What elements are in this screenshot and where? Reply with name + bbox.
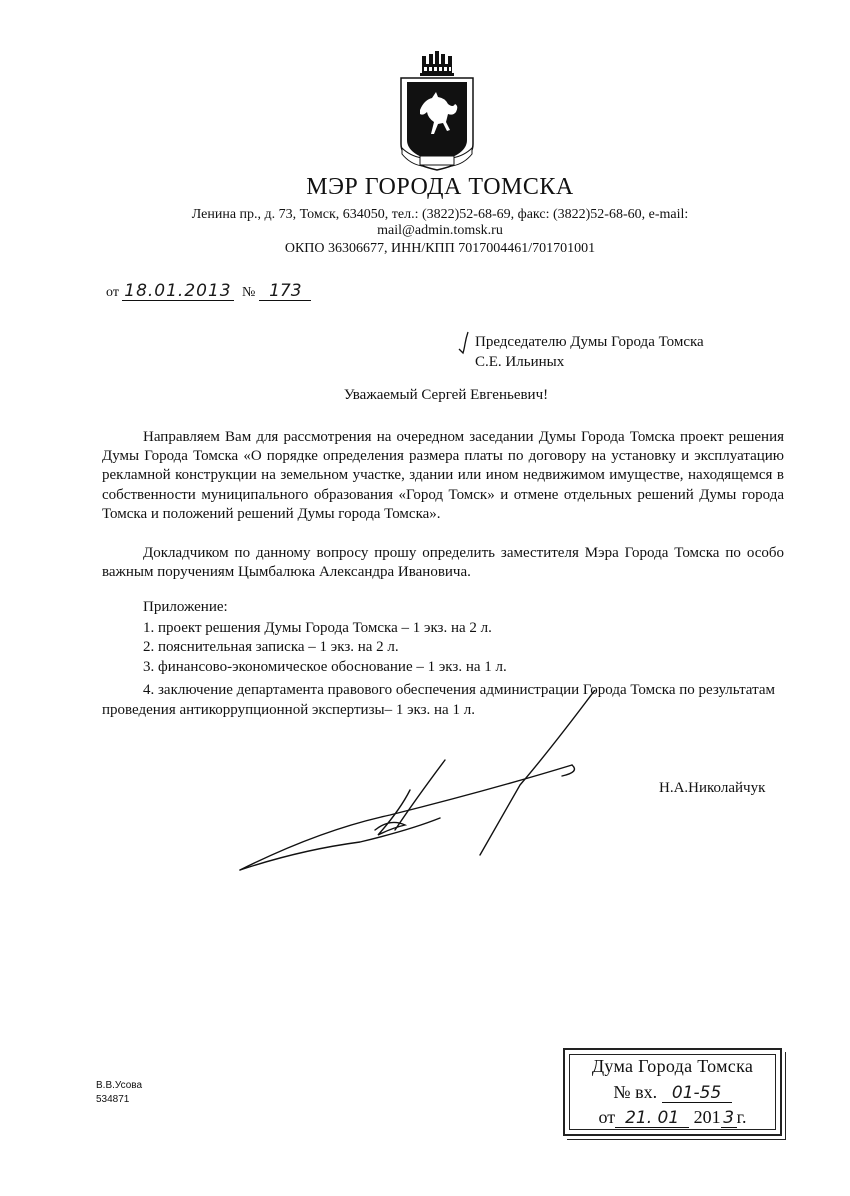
salutation: Уважаемый Сергей Евгеньевич! bbox=[343, 387, 549, 403]
body-paragraph: Направляем Вам для рассмотрения на очередном заседании Думы Города Томска проект решения Думы Города Томска «О порядке определения размера платы по договору на установку и эксплуатацию рекламной конструкции на земельном участке, здании или ином недвижимом имуществе, находящемся в собственности муниципального образования «Город Томск» и отмене отдельных решений Думы города Томска и положений решений Думы города Томска». bbox=[102, 429, 784, 522]
stamp-year-suffix: г. bbox=[736, 1107, 747, 1127]
stamp-year-digit: 3 bbox=[721, 1109, 737, 1128]
letterhead-email: mail@admin.tomsk.ru bbox=[377, 223, 503, 238]
attachments-heading: Приложение: bbox=[143, 599, 228, 615]
handwritten-signature bbox=[200, 690, 620, 890]
registration-number-label: № bbox=[241, 285, 256, 300]
attachment-item: 4. заключение департамента правового обеспечения администрации Города Томска по результатам проведения антикоррупционной экспертизы– 1 экз. на 1 л. bbox=[102, 682, 775, 718]
stamp-date-line bbox=[565, 1107, 780, 1128]
body-paragraph: Докладчиком по данному вопросу прошу определить заместителя Мэра Города Томска по особо важным поручениям Цымбалюка Александра Ивановича. bbox=[102, 545, 784, 581]
addressee-block bbox=[475, 332, 704, 372]
stamp-number: 01-55 bbox=[662, 1084, 732, 1103]
executor-name: В.В.Усова bbox=[96, 1080, 143, 1091]
signatory-name: Н.А.Николайчук bbox=[659, 780, 766, 796]
registration-number: 173 bbox=[259, 282, 311, 301]
letterhead-address: Ленина пр., д. 73, Томск, 634050, тел.: (3822)52-68-69, факс: (3822)52-68-60, e-mail: bbox=[191, 207, 689, 222]
addressee-position: Председателю Думы Города Томска bbox=[475, 334, 704, 350]
incoming-stamp bbox=[563, 1048, 782, 1136]
attachment-item: 1. проект решения Думы Города Томска – 1 экз. на 2 л. bbox=[143, 620, 492, 636]
stamp-number-line bbox=[565, 1082, 780, 1103]
stamp-date: 21. 01 bbox=[615, 1109, 689, 1128]
registration-date: 18.01.2013 bbox=[122, 282, 234, 301]
stamp-title: Дума Города Томска bbox=[591, 1056, 754, 1076]
stamp-year-prefix: 201 bbox=[693, 1107, 721, 1127]
executor-phone: 534871 bbox=[96, 1094, 130, 1105]
addressee-name: С.Е. Ильиных bbox=[475, 354, 565, 370]
crown-icon bbox=[420, 51, 454, 76]
registration-line bbox=[106, 282, 311, 304]
coat-of-arms-emblem bbox=[398, 48, 476, 174]
letterhead-title: МЭР ГОРОДА ТОМСКА bbox=[306, 174, 574, 200]
stamp-date-prefix: от bbox=[598, 1107, 616, 1127]
stamp-number-label: № вх. bbox=[613, 1082, 658, 1102]
registration-date-prefix: от bbox=[106, 285, 119, 300]
attachment-item: 2. пояснительная записка – 1 экз. на 2 л. bbox=[143, 639, 399, 655]
letterhead-codes: ОКПО 36306677, ИНН/КПП 7017004461/701701001 bbox=[284, 241, 596, 256]
checkmark-icon bbox=[455, 330, 471, 356]
attachment-item: 3. финансово-экономическое обоснование – 1 экз. на 1 л. bbox=[143, 659, 507, 675]
